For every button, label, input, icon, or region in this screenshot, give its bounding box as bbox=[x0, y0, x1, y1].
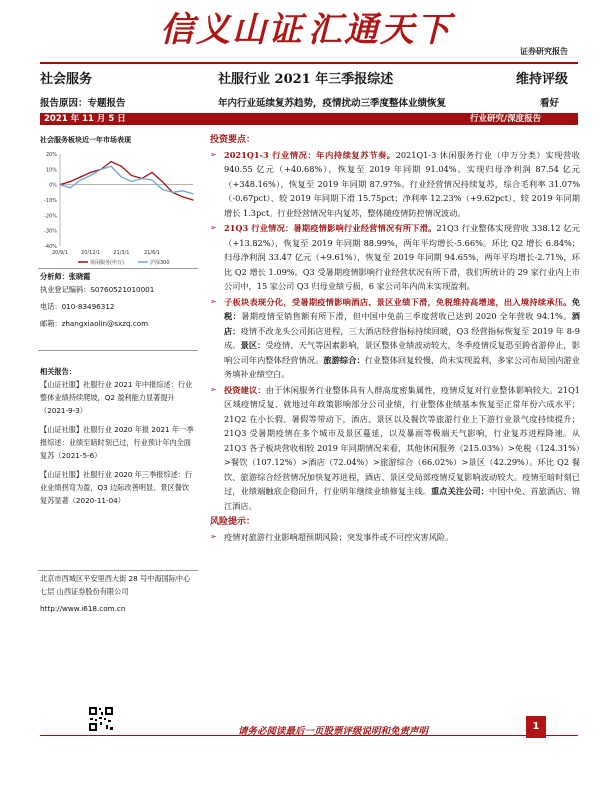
data-point bbox=[172, 192, 173, 193]
logo-text-left: 信义山证 bbox=[160, 10, 304, 50]
data-point bbox=[192, 199, 193, 200]
segment-text: 行业整体回复较慢，尚未实现盈利，多家公司布局国内游业务填补业绩空白。 bbox=[224, 354, 580, 379]
report-reason: 报告原因：专题报告 bbox=[40, 98, 126, 109]
analyst-cert: 执业登记编码：S0760521010001 bbox=[40, 285, 155, 294]
logo-subtitle: 证券研究报告 bbox=[520, 47, 568, 56]
left-divider bbox=[38, 268, 198, 269]
risk-point bbox=[210, 530, 580, 545]
data-point bbox=[182, 196, 183, 197]
header-divider bbox=[40, 62, 578, 64]
qr-code-icon bbox=[88, 706, 114, 732]
y-tick-label: -30% bbox=[44, 228, 57, 235]
data-point bbox=[151, 172, 152, 173]
legend-label: 休闲服务(申万) bbox=[90, 260, 124, 266]
data-point bbox=[90, 175, 91, 176]
y-tick-label: -20% bbox=[44, 213, 57, 220]
report-date: 2021 年 11 月 5 日 bbox=[44, 114, 126, 124]
point-title: 子板块表现分化，受暑期疫情影响酒店、景区业绩下滑，免税维持高增速，出入境持续承压。 bbox=[224, 296, 572, 307]
y-tick-label: 10% bbox=[45, 167, 57, 174]
related-report-link[interactable]: 【山证社服】社服行业 2020 年三季报综述：行业业绩拐弯为盈，Q3 边际改善明显、景区餐饮复苏显著（2020-11-04） bbox=[40, 470, 193, 505]
data-point bbox=[121, 166, 122, 167]
disclaimer: 请务必阅读最后一页股票评级说明和免责声明 bbox=[238, 726, 429, 737]
left-divider bbox=[38, 570, 198, 571]
arrow-icon: ➢ bbox=[210, 296, 217, 306]
data-point bbox=[131, 181, 132, 182]
left-divider bbox=[38, 350, 198, 351]
related-title: 相关报告： bbox=[40, 367, 76, 376]
report-body bbox=[210, 133, 580, 545]
analyst-phone: 电话：010-83496312 bbox=[40, 302, 115, 311]
risk-text: 疫情对旅游行业影响超预期风险；突发事件或不可控灾害风险。 bbox=[224, 531, 454, 542]
report-type: 行业研究/深度报告 bbox=[470, 114, 542, 124]
focus-label: 重点关注公司： bbox=[431, 486, 489, 496]
data-point bbox=[121, 176, 122, 177]
report-title: 社服行业 2021 年三季报综述 bbox=[218, 72, 394, 87]
analyst-email: 邮箱：zhangxiaolin@sxzq.com bbox=[40, 319, 149, 328]
report-subtitle: 年内行业延续复苏趋势，疫情扰动三季度整体业绩恢复 bbox=[218, 98, 447, 109]
segment-text: 疫情不改龙头公司拓店进程，三大酒店经营指标持续回暖，Q3 经营指标恢复至 2019 年 8-9 成。 bbox=[224, 325, 580, 350]
company-address: 北京市西城区平安里西大街 28 号中海国际中心七层 山西证券股份有限公司 bbox=[40, 574, 191, 596]
point-title: 2021Q1-3 行业情况：年内持续复苏节奏。 bbox=[224, 149, 396, 160]
key-point bbox=[210, 148, 580, 221]
data-point bbox=[70, 181, 71, 182]
legend-label: 沪深300 bbox=[150, 260, 170, 266]
key-point bbox=[210, 221, 580, 294]
data-point bbox=[100, 169, 101, 170]
point-text: 21Q3 行业整体实现营收 338.12 亿元（+13.82%），恢复至 2019 年同期 88.99%，两年平均增长-5.66%。环比 Q2 增长 6.84%；归母净利润 33.47 亿元（+9.61%），恢复至 2019 年同期 94.65%，两年平均增长-2.71%，环比 Q2 增长 1.09%。Q3 受暑期疫情影响行业经营状况有所下滑，我们所统计的 29 家行业内上市公司中，15 家公司 Q3 归母业绩亏损，6 家公司年内尚未实现盈利。 bbox=[224, 223, 581, 291]
x-tick-label: 21/3/1 bbox=[113, 250, 130, 256]
data-point bbox=[192, 193, 193, 194]
company-info bbox=[40, 572, 195, 615]
arrow-icon: ➢ bbox=[210, 531, 217, 541]
data-point bbox=[131, 175, 132, 176]
data-point bbox=[80, 176, 81, 177]
related-report-link[interactable]: 【山证社服】社服行业 2020 年报 2021 年一季报综述：业绩至暗时刻已过，行业预计年内全面复苏（2021-5-6） bbox=[40, 425, 194, 460]
y-tick-label: 20% bbox=[45, 152, 57, 158]
data-point bbox=[162, 181, 163, 182]
data-point bbox=[111, 166, 112, 167]
data-point bbox=[111, 161, 112, 162]
rating-label: 维持评级 bbox=[516, 72, 569, 87]
segment-label: 旅游综合： bbox=[323, 354, 365, 365]
company-logo bbox=[160, 2, 452, 51]
point-title: 投资建议： bbox=[224, 384, 266, 395]
y-tick-label: 0% bbox=[49, 182, 57, 189]
segment-text: 受疫情、天气等因素影响，景区整体业绩波动较大，冬季疫情反复恐至跨省游停止，影响公司年内整体经营情况。 bbox=[224, 340, 580, 365]
related-report-link[interactable]: 【山证社服】社服行业 2021 年中报综述：行业整体业绩持续爬坡，Q2 盈利能力显著提升（2021-9-3） bbox=[40, 380, 193, 415]
x-tick-label: 21/6/1 bbox=[144, 250, 161, 256]
data-point bbox=[162, 189, 163, 190]
data-point bbox=[141, 178, 142, 179]
data-point bbox=[59, 184, 60, 185]
related-reports bbox=[40, 365, 195, 513]
x-tick-label: 20/12/1 bbox=[81, 250, 101, 256]
company-website[interactable]: http://www.i618.com.cn bbox=[40, 604, 126, 613]
analyst-block bbox=[40, 270, 195, 330]
x-tick-label: 20/9/1 bbox=[51, 250, 69, 256]
chart-svg bbox=[38, 146, 198, 271]
industry-label: 社会服务 bbox=[40, 72, 93, 87]
y-tick-label: -10% bbox=[44, 198, 57, 204]
logo-text-right: 汇通天下 bbox=[308, 10, 452, 50]
point-text: 由于休闲服务行业整体具有人群高度密集属性，疫情反复对行业整体影响较大。21Q1 区域疫情反复、就地过年政策影响部分公司业绩，行业整体业绩基本恢复至正常年份六成水平；21Q2 在小长假、暑假等带动下，酒店、景区以及餐饮等旅游行业上下游行业景气度持续提升；21Q3 受暑期疫情在多个城市及景区蔓延，以及暴雨等极端天气影响，行业复苏进程降速。从 21Q3 各子板块营收相较 2019 年同期情况来看，其他休闲服务（215.03%）>免税（124.31%）>餐饮（107.12%）>酒店（72.04%）>旅游综合（66.02%）>景区（42.29%）。环比 Q2 餐饮、旅游综合经营情况加快复苏进程，酒店、景区受局部疫情反复影响波动较大。疫情至暗时刻已过，业绩端触底企稳回升，行业明年继续业绩修复主线。 bbox=[224, 384, 580, 496]
segment-text: 暑期疫情至销售额有所下滑，但中国中免前三季度营收已达到 2020 全年营收 94.1%。 bbox=[241, 311, 572, 321]
arrow-icon: ➢ bbox=[210, 223, 217, 232]
key-point bbox=[210, 383, 580, 514]
market-performance-chart bbox=[38, 146, 198, 271]
page-number: 1 bbox=[526, 716, 546, 738]
key-point bbox=[210, 295, 580, 382]
data-point bbox=[70, 187, 71, 188]
arrow-icon: ➢ bbox=[210, 149, 217, 159]
analyst-name: 分析师：张晓霞 bbox=[40, 272, 91, 281]
data-point bbox=[151, 179, 152, 180]
point-title: 21Q3 行业情况：暑期疫情影响行业经营情况有所下滑。 bbox=[224, 223, 437, 233]
segment-label: 酒店： bbox=[224, 311, 580, 336]
risk-heading: 风险提示： bbox=[210, 517, 256, 527]
arrow-icon: ➢ bbox=[210, 384, 217, 394]
segment-label: 景区： bbox=[240, 340, 266, 350]
data-point bbox=[80, 179, 81, 180]
chart-title: 社会服务板块近一年市场表现 bbox=[40, 136, 131, 144]
segment-label: 免税： bbox=[224, 296, 580, 321]
invest-heading: 投资要点： bbox=[210, 135, 256, 145]
y-tick-label: -40% bbox=[44, 244, 57, 250]
data-point bbox=[182, 190, 183, 191]
data-point bbox=[90, 172, 91, 173]
focus-text: 中国中免、首旅酒店、锦江酒店。 bbox=[224, 486, 580, 511]
rating-value: 看好 bbox=[540, 98, 560, 109]
point-text: 2021Q1-3 休闲服务行业（申万分类）实现营收 940.55 亿元（+40.68%），恢复至 2019 年同期 91.04%。实现归母净利润 87.54 亿元（+348.16%），恢复至 2019 年同期 87.97%。行业经营情况持续复苏，综合毛利率 31.07%（-0.67pct）、较 2019 年同期下滑 15.75pct；净利率 12.23%（+9.62pct）、较 2019 年同期增长 1.3pct。行业经营情况年内复苏，整体随疫情防控情况波动。 bbox=[224, 149, 580, 218]
